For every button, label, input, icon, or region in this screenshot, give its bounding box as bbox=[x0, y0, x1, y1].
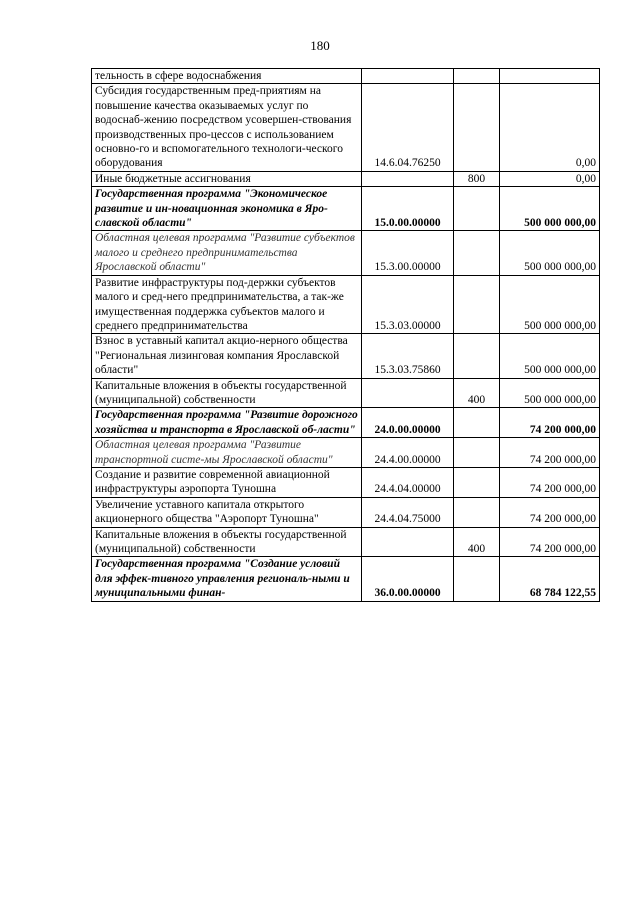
item-name-cell: Создание и развитие современной авиационной инфраструктуры аэропорта Туношна bbox=[92, 467, 362, 497]
amount-cell: 500 000 000,00 bbox=[500, 275, 600, 334]
amount-cell: 74 200 000,00 bbox=[500, 467, 600, 497]
amount-cell: 500 000 000,00 bbox=[500, 334, 600, 378]
expense-type-cell bbox=[454, 84, 500, 171]
expense-type-cell bbox=[454, 69, 500, 84]
target-code-cell: 24.4.04.00000 bbox=[362, 467, 454, 497]
item-name-cell: Капитальные вложения в объекты государственной (муниципальной) собственности bbox=[92, 378, 362, 408]
target-code-cell: 15.0.00.00000 bbox=[362, 187, 454, 231]
table-row bbox=[92, 497, 600, 527]
budget-table bbox=[91, 68, 600, 602]
expense-type-cell bbox=[454, 557, 500, 601]
target-code-cell: 36.0.00.00000 bbox=[362, 557, 454, 601]
expense-type-cell bbox=[454, 467, 500, 497]
amount-cell: 0,00 bbox=[500, 171, 600, 186]
amount-cell: 500 000 000,00 bbox=[500, 187, 600, 231]
item-name-cell: Государственная программа "Развитие дорожного хозяйства и транспорта в Ярославской об-ласти" bbox=[92, 408, 362, 438]
item-name-cell: Государственная программа "Экономическое развитие и ин-новационная экономика в Яро-славской области" bbox=[92, 187, 362, 231]
target-code-cell: 24.4.04.75000 bbox=[362, 497, 454, 527]
table-row bbox=[92, 231, 600, 275]
amount-cell: 500 000 000,00 bbox=[500, 378, 600, 408]
table-row bbox=[92, 334, 600, 378]
expense-type-cell bbox=[454, 334, 500, 378]
target-code-cell: 24.4.00.00000 bbox=[362, 438, 454, 468]
expense-type-cell: 400 bbox=[454, 378, 500, 408]
target-code-cell bbox=[362, 378, 454, 408]
table-row bbox=[92, 275, 600, 334]
table-row bbox=[92, 438, 600, 468]
table-row bbox=[92, 467, 600, 497]
amount-cell: 74 200 000,00 bbox=[500, 438, 600, 468]
item-name-cell: Государственная программа "Создание условий для эффек-тивного управления региональ-ными и муниципальными финан- bbox=[92, 557, 362, 601]
item-name-cell: Областная целевая программа "Развитие субъектов малого и среднего предпринимательства Ярославской области" bbox=[92, 231, 362, 275]
target-code-cell bbox=[362, 171, 454, 186]
target-code-cell: 15.3.03.75860 bbox=[362, 334, 454, 378]
expense-type-cell: 800 bbox=[454, 171, 500, 186]
page-number: 180 bbox=[310, 38, 330, 53]
expense-type-cell bbox=[454, 497, 500, 527]
target-code-cell: 15.3.00.00000 bbox=[362, 231, 454, 275]
expense-type-cell: 400 bbox=[454, 527, 500, 557]
item-name-cell: тельность в сфере водоснабжения bbox=[92, 69, 362, 84]
target-code-cell: 15.3.03.00000 bbox=[362, 275, 454, 334]
amount-cell: 74 200 000,00 bbox=[500, 408, 600, 438]
table-row bbox=[92, 557, 600, 601]
target-code-cell: 14.6.04.76250 bbox=[362, 84, 454, 171]
table-row bbox=[92, 527, 600, 557]
amount-cell: 74 200 000,00 bbox=[500, 497, 600, 527]
expense-type-cell bbox=[454, 231, 500, 275]
table-row bbox=[92, 187, 600, 231]
target-code-cell bbox=[362, 527, 454, 557]
expense-type-cell bbox=[454, 408, 500, 438]
target-code-cell bbox=[362, 69, 454, 84]
item-name-cell: Областная целевая программа "Развитие транспортной систе-мы Ярославской области" bbox=[92, 438, 362, 468]
expense-type-cell bbox=[454, 438, 500, 468]
item-name-cell: Развитие инфраструктуры под-держки субъектов малого и сред-него предпринимательства, а так-же имущественная поддержка субъектов малого и среднего предпринимательства bbox=[92, 275, 362, 334]
expense-type-cell bbox=[454, 275, 500, 334]
item-name-cell: Иные бюджетные ассигнования bbox=[92, 171, 362, 186]
item-name-cell: Взнос в уставный капитал акцио-нерного общества "Региональная лизинговая компания Ярославской области" bbox=[92, 334, 362, 378]
table-row bbox=[92, 84, 600, 171]
item-name-cell: Субсидия государственным пред-приятиям на повышение качества оказываемых услуг по водоснаб-жению посредством усовершен-ствования производственных про-цессов с использованием основно-го и вспомогательного технологи-ческого оборудования bbox=[92, 84, 362, 171]
table-row bbox=[92, 171, 600, 186]
item-name-cell: Увеличение уставного капитала открытого акционерного общества "Аэропорт Туношна" bbox=[92, 497, 362, 527]
amount-cell: 500 000 000,00 bbox=[500, 231, 600, 275]
expense-type-cell bbox=[454, 187, 500, 231]
table-row bbox=[92, 408, 600, 438]
table-row bbox=[92, 69, 600, 84]
target-code-cell: 24.0.00.00000 bbox=[362, 408, 454, 438]
amount-cell bbox=[500, 69, 600, 84]
amount-cell: 68 784 122,55 bbox=[500, 557, 600, 601]
table-row bbox=[92, 378, 600, 408]
item-name-cell: Капитальные вложения в объекты государственной (муниципальной) собственности bbox=[92, 527, 362, 557]
amount-cell: 74 200 000,00 bbox=[500, 527, 600, 557]
amount-cell: 0,00 bbox=[500, 84, 600, 171]
